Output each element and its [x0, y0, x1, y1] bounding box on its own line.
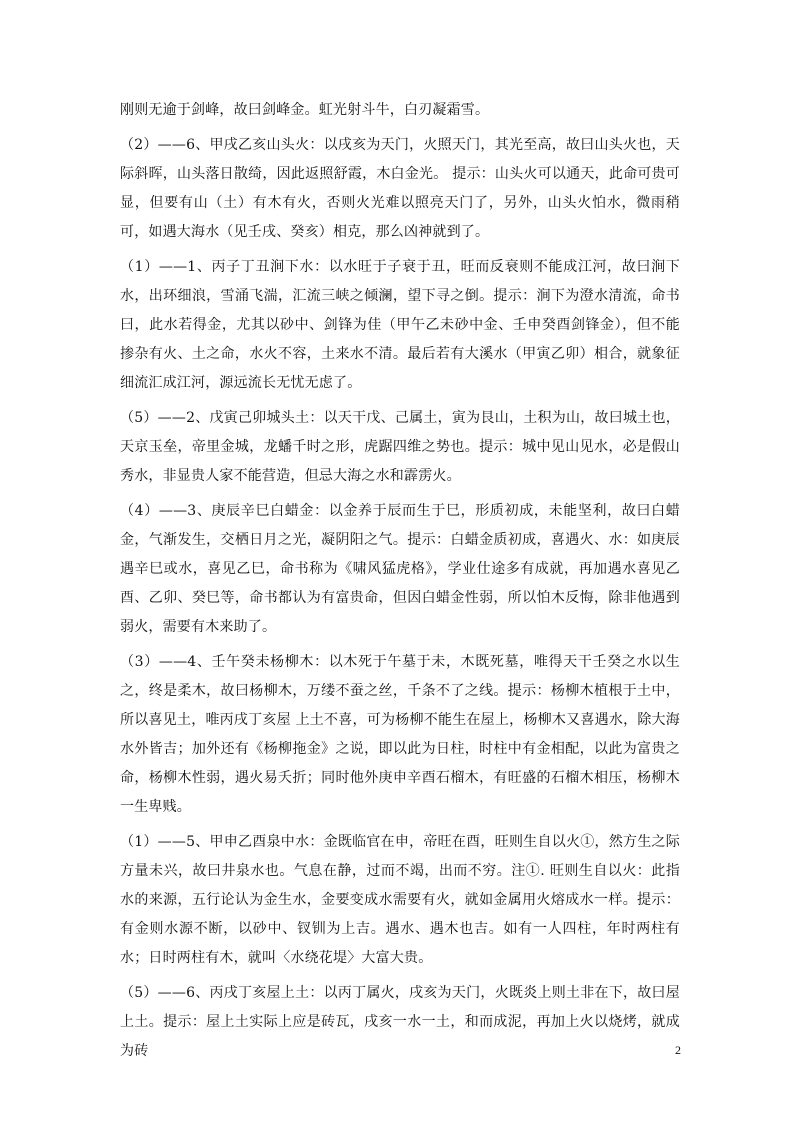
paragraph-5: （4）——3、庚辰辛巳白蜡金：以金养于辰而生于巳，形质初成，未能坚利，故曰白蜡金，气渐发生，交栖日月之光，凝阴阳之气。提示：白蜡金质初成，喜遇火、水：如庚辰遇辛巳或水，喜见乙巳，命书称为《啸风猛虎格》，学业仕途多有成就，再加遇水喜见乙酉、乙卯、癸巳等，命书都认为有富贵命，但因白蜡金性弱，所以怕木反悔，除非他遇到弱火，需要有木来助了。	[120, 503, 680, 635]
page-number: 2	[675, 1043, 681, 1057]
document-body	[120, 96, 680, 1072]
paragraph-8: （5）——6、丙戌丁亥屋上土：以丙丁属火，戌亥为天门，火既炎上则土非在下，故曰屋上土。提示：屋上土实际上应是砖瓦，戌亥一水一土，和而成泥，再加上火以烧烤，就成为砖	[120, 985, 680, 1059]
paragraph-1: 刚则无逾于剑峰，故曰剑峰金。虹光射斗牛，白刃凝霜雪。	[120, 102, 490, 118]
paragraph-3: （1）——1、丙子丁丑涧下水：以水旺于子衰于丑，旺而反衰则不能成江河，故曰涧下水，出环细浪，雪涌飞湍，汇流三峡之倾澜，望下寻之倒。提示：涧下为澄水清流，命书曰，此水若得金，尤其以砂中、剑锋为佳（甲午乙未砂中金、壬申癸酉剑锋金），但不能掺杂有火、土之命，水火不容，土来水不清。最后若有大溪水（甲寅乙卯）相合，就象征细流汇成江河，源远流长无忧无虑了。	[120, 259, 680, 391]
paragraph-2: （2）——6、甲戌乙亥山头火：以戌亥为天门，火照天门，其光至高，故曰山头火也，天际斜晖，山头落日散绮，因此返照舒霞，木白金光。 提示：山头火可以通天，此命可贵可显，但要有山（土）有木有火，否则火光难以照亮天门了，另外，山头火怕水，微雨稍可，如遇大海水（见壬戌、癸亥）相克，那么凶神就到了。	[120, 137, 680, 240]
paragraph-7: （1）——5、甲申乙酉泉中水：金既临官在申，帝旺在酉，旺则生自以火①，然方生之际方量未兴，故曰井泉水也。气息在静，过而不竭，出而不穷。注①. 旺则生自以火：此指水的来源，五行论认为金生水，金要变成水需要有火，就如金属用火熔成水一样。提示：有金则水源不断，以砂中、钗钏为上吉。遇水、遇木也吉。如有一人四柱，年时两柱有水；日时两柱有木，就叫〈水绕花堤〉大富大贵。	[120, 834, 680, 966]
paragraph-4: （5）——2、戊寅己卯城头土：以天干戊、己属土，寅为艮山，土积为山，故曰城土也，天京玉垒，帝里金城，龙蟠千时之形，虎踞四维之势也。提示：城中见山见水，必是假山秀水，非显贵人家不能营造，但忌大海之水和霹雳火。	[120, 410, 680, 484]
paragraph-6: （3）——4、壬午癸未杨柳木：以木死于午墓于未，木既死墓，唯得天干壬癸之水以生之，终是柔木，故曰杨柳木，万缕不蚕之丝，千条不了之线。提示：杨柳木植根于土中，所以喜见土，唯丙戌丁亥屋 上土不喜，可为杨柳不能生在屋上，杨柳木又喜遇水，除大海水外皆吉；加外还有《杨柳拖金》之说，即以此为日柱，时柱中有金相配，以此为富贵之命，杨柳木性弱，遇火易夭折；同时他外庚申辛酉石榴木，有旺盛的石榴木相压，杨柳木一生卑贱。	[120, 654, 680, 815]
